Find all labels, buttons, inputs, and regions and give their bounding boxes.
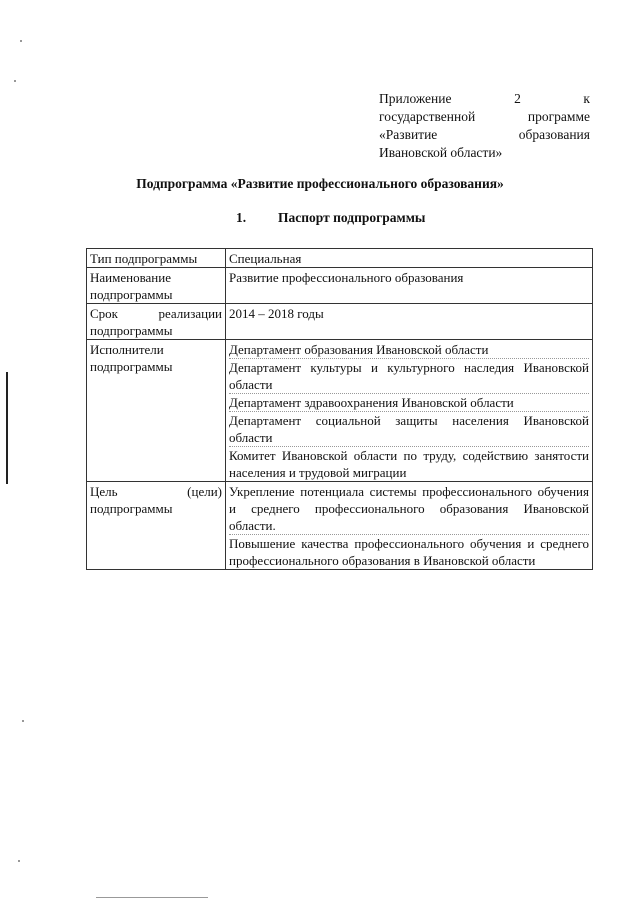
row-value-text: Специальная (229, 251, 302, 266)
row-label (87, 268, 226, 304)
row-label-text: Цель (цели) (90, 484, 222, 499)
row-label-text: подпрограммы (90, 359, 173, 374)
row-value (226, 249, 593, 268)
subprogram-title: Подпрограмма «Развитие профессионального образования» (136, 176, 504, 191)
row-label (87, 304, 226, 340)
scan-speck (22, 720, 24, 722)
row-value-text: Департамент здравоохранения Ивановской области (229, 393, 589, 411)
row-label-text: подпрограммы (90, 501, 173, 516)
row-label-text: Тип подпрограммы (90, 251, 198, 266)
row-value (226, 268, 593, 304)
table-row (87, 340, 593, 482)
row-label-text: подпрограммы (90, 287, 173, 302)
section-title: Паспорт подпрограммы (278, 210, 426, 225)
row-value (226, 304, 593, 340)
appendix-line: «Развитие образования (379, 127, 590, 142)
row-value-text: Департамент образования Ивановской области (229, 342, 489, 357)
appendix-line: Приложение 2 к (379, 91, 590, 106)
table-row (87, 268, 593, 304)
row-label (87, 340, 226, 482)
row-label (87, 249, 226, 268)
row-value-text: Развитие профессионального образования (229, 270, 464, 285)
scan-speck (14, 80, 16, 82)
row-value-text: Департамент социальной защиты населения Ивановской области (229, 413, 589, 445)
table-row (87, 482, 593, 570)
section-heading (236, 210, 425, 226)
scan-bottom-line (96, 897, 208, 898)
appendix-line: Ивановской области» (379, 145, 503, 160)
row-value-text: Департамент культуры и культурного наследия Ивановской области (229, 360, 589, 392)
row-value (226, 340, 593, 482)
appendix-block (379, 90, 590, 162)
row-value-text: Укрепление потенциала системы профессионального обучения и среднего профессионального образования Ивановской области. (229, 484, 589, 533)
section-number: 1. (236, 210, 247, 225)
passport-table (86, 248, 593, 570)
scan-speck (18, 860, 20, 862)
row-value-text: 2014 – 2018 годы (229, 306, 324, 321)
row-label (87, 482, 226, 570)
row-value-text: Комитет Ивановской области по труду, содействию занятости населения и трудовой миграции (229, 448, 589, 480)
appendix-line: государственной программе (379, 109, 590, 124)
row-label-text: Срок реализации (90, 306, 222, 321)
row-value-text: Повышение качества профессионального обучения и среднего профессионального образования в Ивановской области (229, 536, 589, 568)
scan-speck (20, 40, 22, 42)
row-label-text: подпрограммы (90, 323, 173, 338)
row-label-text: Исполнители (90, 342, 164, 357)
row-label-text: Наименование (90, 270, 171, 285)
scan-margin-mark (6, 372, 8, 484)
table-row (87, 304, 593, 340)
table-row (87, 249, 593, 268)
row-value (226, 482, 593, 570)
